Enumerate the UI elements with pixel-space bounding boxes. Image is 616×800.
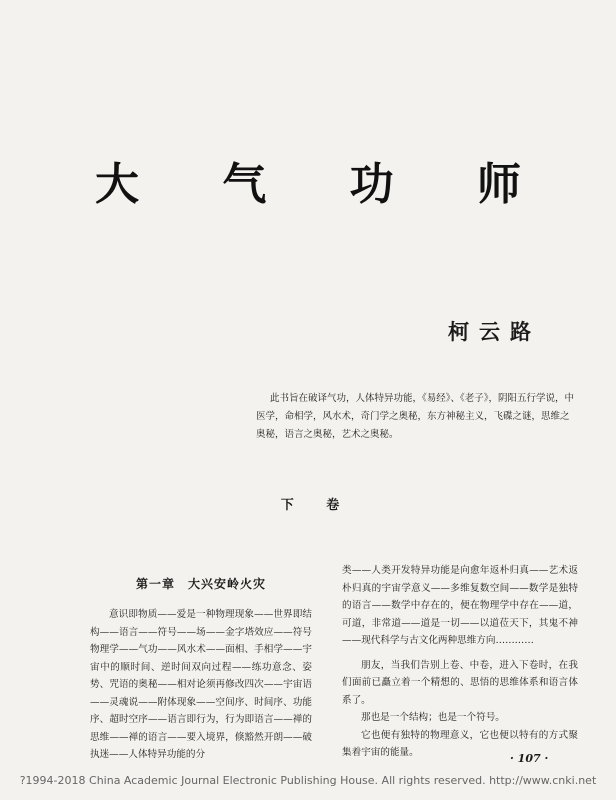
right-column-paragraph: 那也是一个结构；也是一个符号。 — [361, 712, 505, 723]
chapter-title: 第一章 大兴安岭火灾 — [135, 577, 266, 591]
author-name: 柯云路 — [448, 319, 541, 344]
article-title: 大 气 功 师 — [95, 159, 555, 210]
right-column-paragraph: 类——人类开发特异功能是向愈年返朴归真——艺术返朴归真的宇宙学意义——多维复数空间——数学是独特的语言——数学中存在的，便在物理学中存在——道，可道，非常道——道是一切——以道莅天下，其鬼不神——现代科学与古文化两种思维方向………… — [342, 565, 578, 646]
right-column-paragraph: 它也便有独特的物理意义，它也便以特有的方式聚集着宇宙的能量。 — [342, 729, 578, 758]
volume-heading: 下 卷 — [280, 498, 354, 513]
page-number: · 107 · — [510, 752, 549, 765]
right-column — [342, 562, 578, 762]
left-column — [90, 575, 312, 764]
right-column-paragraph: 朋友，当我们告别上卷、中卷，进入下卷时，在我们面前已矗立着一个精想的、思悟的思维体系和语言体系了。 — [342, 659, 578, 706]
left-column-paragraph: 意识即物质——爱是一种物理现象——世界即结构——语言——符号——场——金字塔效应——符号物理学——气功——风水术——面相、手相学——宇宙中的顺时间、逆时间双向过程——练功意念、姿势、咒语的奥秘——相对论须再修改四次——宇宙语——灵魂说——附体现象——空间序、时间序、功能序、超时空序——语言即行为，行为即语言——禅的思维——禅的语言——要入境界，倏豁然开朗——破执迷——人体特异功能的分 — [90, 609, 312, 760]
copyright-footer: ?1994-2018 China Academic Journal Electronic Publishing House. All rights reserved. http://www.cnki.net — [19, 774, 597, 787]
abstract-text: 此书旨在破译气功，人体特异功能，《易经》、《老子》，阴阳五行学说，中医学，命相学，风水术，奇门学之奥秘，东方神秘主义，飞碟之谜，思维之奥秘，语言之奥秘，艺术之奥秘。 — [256, 393, 575, 440]
